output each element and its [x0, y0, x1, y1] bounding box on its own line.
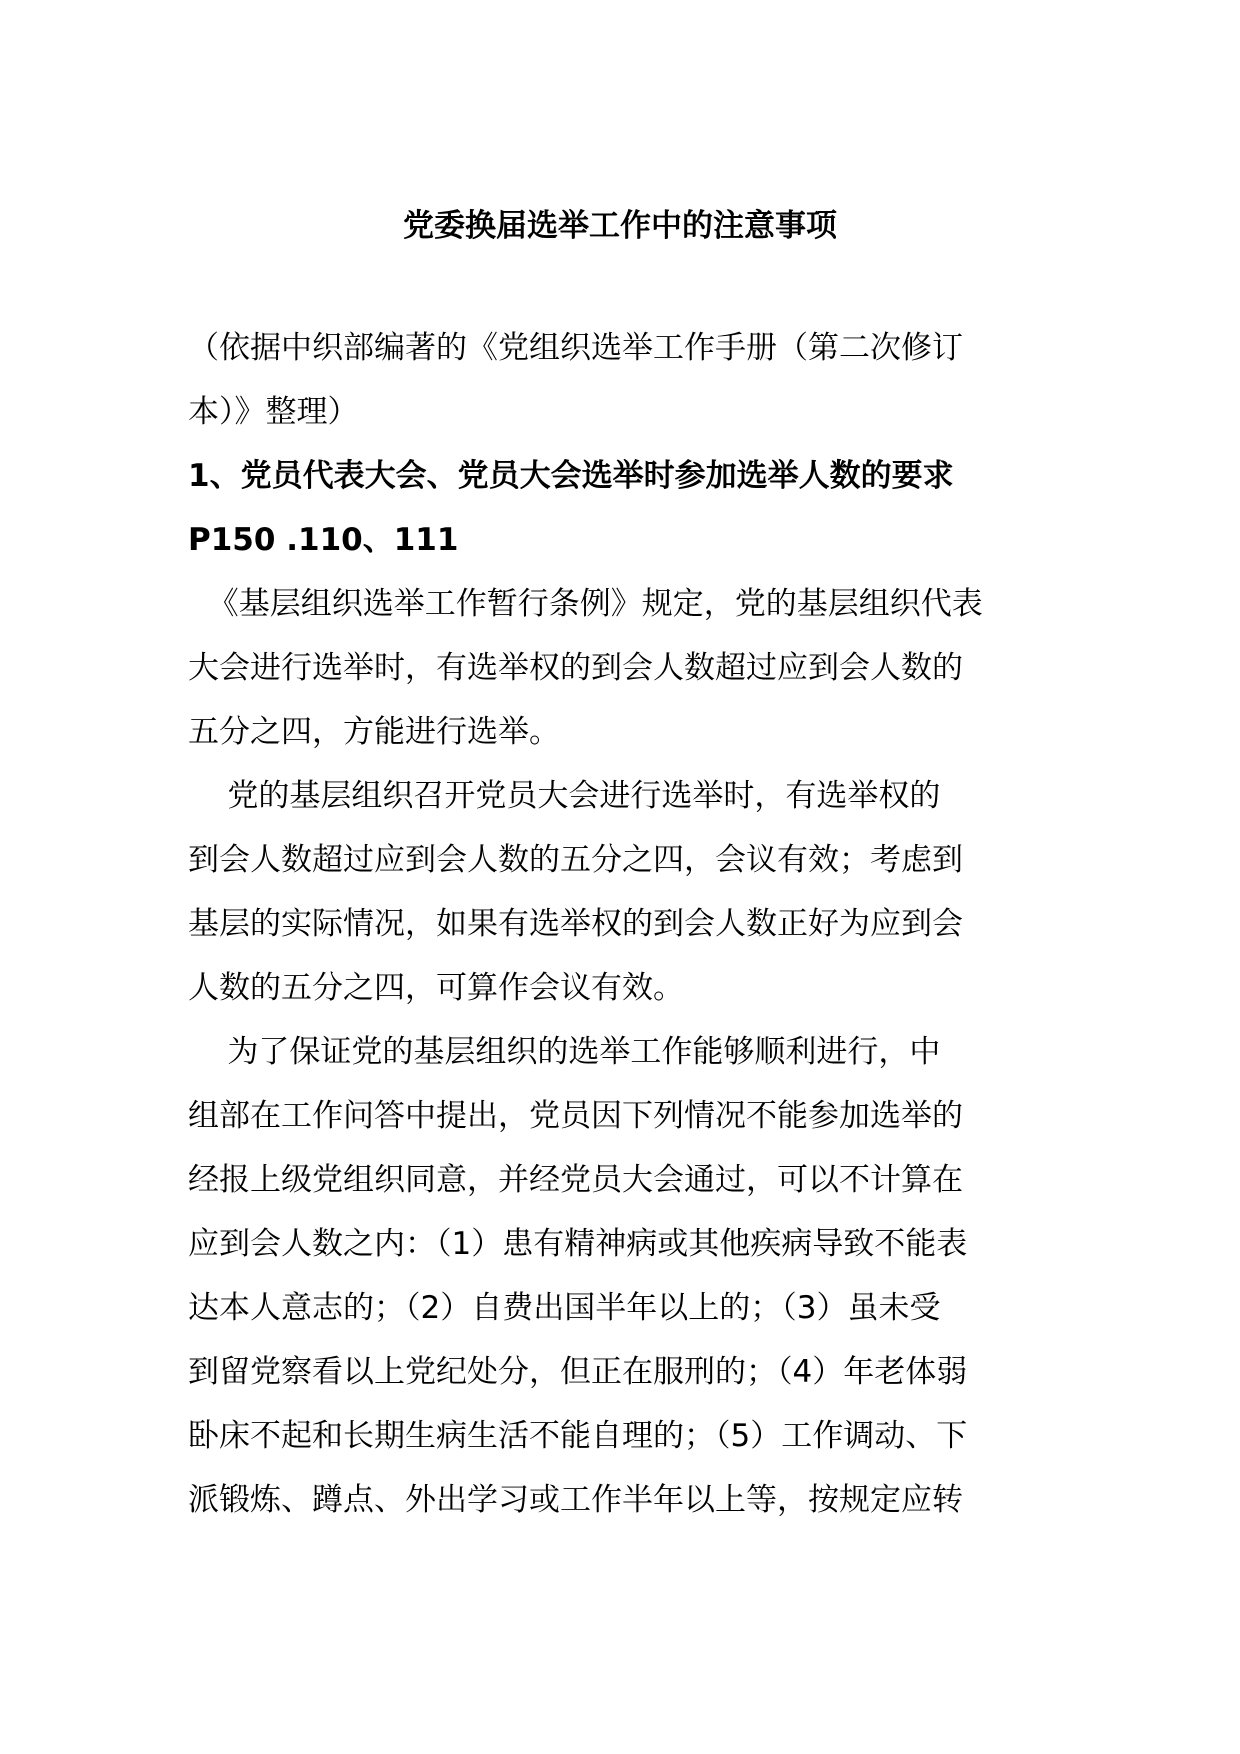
text-line-2: 本）》整理） [188, 394, 359, 430]
text-line-7: 五分之四，方能进行选举。 [188, 714, 560, 750]
text-line-17: 到留党察看以上党纪处分，但正在服刑的；（4）年老体弱 [188, 1354, 968, 1390]
text-line-5: 《基层组织选举工作暂行条例》规定，党的基层组织代表 [188, 586, 983, 622]
text-line-15: 应到会人数之内：（1）患有精神病或其他疾病导致不能表 [188, 1226, 968, 1262]
text-line-19: 派锻炼、蹲点、外出学习或工作半年以上等，按规定应转 [188, 1482, 963, 1518]
document-body [188, 316, 1052, 1532]
text-line-18: 卧床不起和长期生病生活不能自理的；（5）工作调动、下 [188, 1418, 968, 1454]
text-line-6: 大会进行选举时，有选举权的到会人数超过应到会人数的 [188, 650, 963, 686]
text-line-9: 到会人数超过应到会人数的五分之四，会议有效；考虑到 [188, 842, 963, 878]
text-line-10: 基层的实际情况，如果有选举权的到会人数正好为应到会 [188, 906, 963, 942]
document-title: 党委换届选举工作中的注意事项 [403, 208, 837, 244]
text-line-11: 人数的五分之四，可算作会议有效。 [188, 970, 684, 1006]
text-line-14: 经报上级党组织同意，并经党员大会通过，可以不计算在 [188, 1162, 963, 1198]
text-line-16: 达本人意志的；（2）自费出国半年以上的；（3）虽未受 [188, 1290, 941, 1326]
text-line-1: （依据中织部编著的《党组织选举工作手册（第二次修订 [188, 330, 963, 366]
text-line-12: 为了保证党的基层组织的选举工作能够顺利进行，中 [188, 1034, 941, 1070]
section-heading-line-2: P150 .110、111 [188, 522, 459, 558]
section-heading-line-1: 1、党员代表大会、党员大会选举时参加选举人数的要求 [188, 458, 954, 494]
text-line-8: 党的基层组织召开党员大会进行选举时，有选举权的 [188, 778, 941, 814]
text-line-13: 组部在工作问答中提出，党员因下列情况不能参加选举的 [188, 1098, 963, 1134]
